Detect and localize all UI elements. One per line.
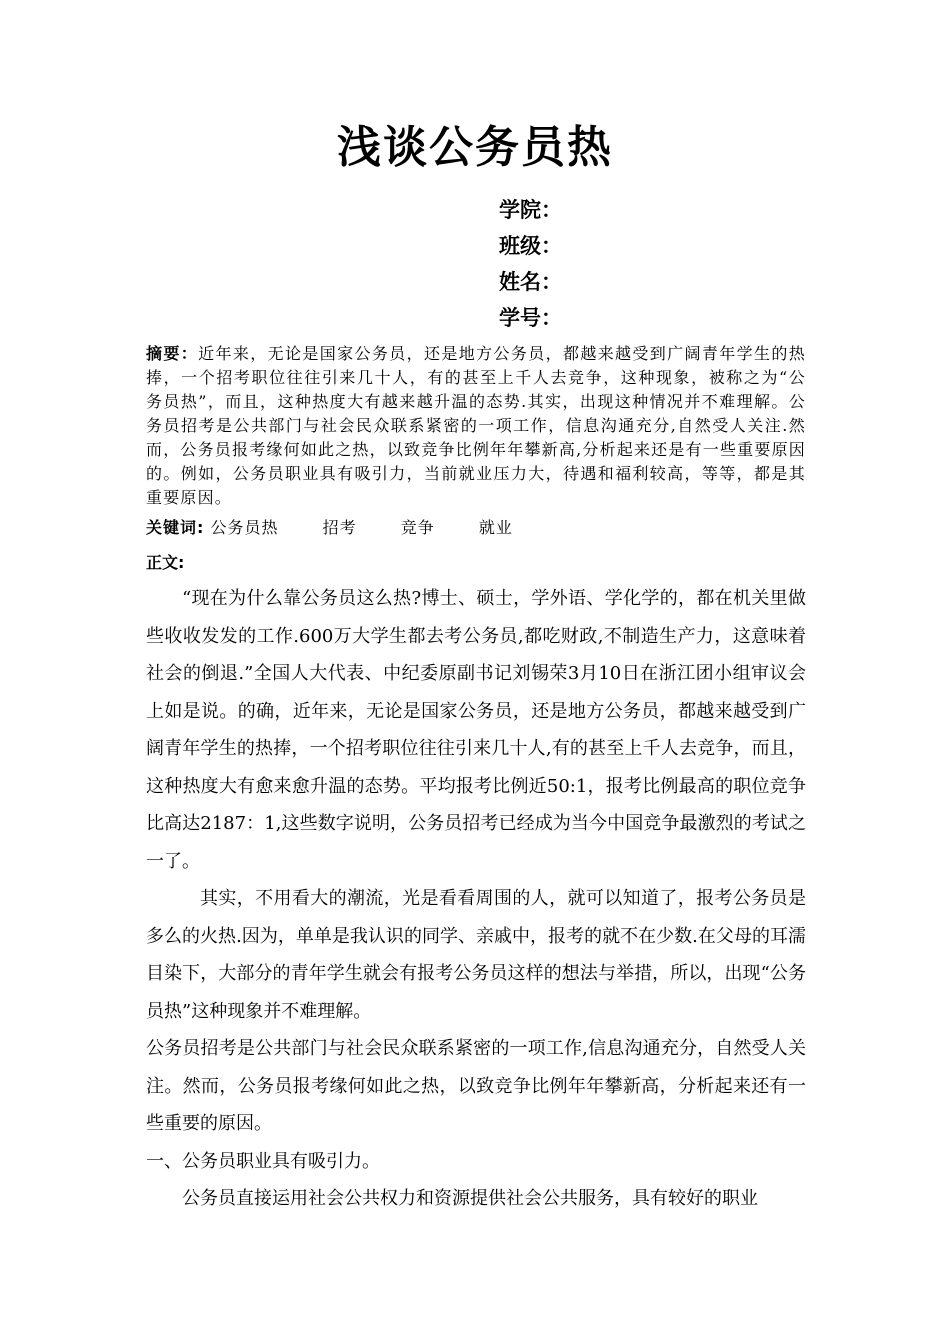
keywords-section [146,516,806,540]
abstract-text: 近年来，无论是国家公务员，还是地方公务员，都越来越受到广阔青年学生的热捧，一个招考职位往往引来几十人，有的甚至上千人去竞争，这种现象，被称之为“公务员热”，而且，这种热度大有越来越升温的态势.其实，出现这种情况并不难理解。公务员招考是公共部门与社会民众联系紧密的一项工作，信息沟通充分,自然受人关注.然而，公务员报考缘何如此之热，以致竞争比例年年攀新高,分析起来还是有一些重要原因的。例如，公务员职业具有吸引力，当前就业压力大，待遇和福利较高，等等，都是其重要原因。 [146,344,806,507]
section-heading: 一、公务员职业具有吸引力。 [146,1150,380,1172]
abstract-label: 摘要： [146,344,199,363]
keyword-item: 竞争 [400,518,435,537]
meta-name: 姓名： [499,270,562,294]
keyword-item: 公务员热 [210,518,279,537]
body-content [146,580,806,1218]
body-paragraph: “现在为什么靠公务员这么热?博士、硕士，学外语、学化学的，都在机关里做些收收发发的工作.600万大学生都去考公务员,都吃财政,不制造生产力，这意味着社会的倒退.”全国人大代表、中纪委原副书记刘锡荣3月10日在浙江团小组审议会上如是说。的确，近年来，无论是国家公务员，还是地方公务员，都越来越受到广阔青年学生的热捧，一个招考职位往往引来几十人,有的甚至上千人去竞争，而且，这种热度大有愈来愈升温的态势。平均报考比例近50:1，报考比例最高的职位竞争比高达2187：1,这些数字说明，公务员招考已经成为当今中国竞争最激烈的考试之一了。 [146,588,806,872]
meta-student-id: 学号： [499,306,562,330]
body-paragraph: 公务员招考是公共部门与社会民众联系紧密的一项工作,信息沟通充分，自然受人关注。然而，公务员报考缘何如此之热，以致竞争比例年年攀新高，分析起来还有一些重要的原因。 [146,1038,806,1134]
meta-class: 班级： [499,234,562,258]
body-paragraph: 其实，不用看大的潮流，光是看看周围的人，就可以知道了，报考公务员是多么的火热.因为，单单是我认识的同学、亲戚中，报考的就不在少数.在父母的耳濡目染下，大部分的青年学生就会有报考公务员这样的想法与举措，所以，出现“公务员热”这种现象并不难理解。 [146,888,806,1022]
body-paragraph: 公务员直接运用社会公共权力和资源提供社会公共服务，具有较好的职业 [182,1188,758,1209]
body-label: 正文: [146,553,185,572]
keywords-label: 关键词: [146,518,205,537]
abstract-section [146,342,806,510]
meta-college: 学院： [499,198,562,222]
document-title: 浅谈公务员热 [337,122,613,173]
keyword-item: 就业 [478,518,513,537]
keyword-item: 招考 [322,518,357,537]
